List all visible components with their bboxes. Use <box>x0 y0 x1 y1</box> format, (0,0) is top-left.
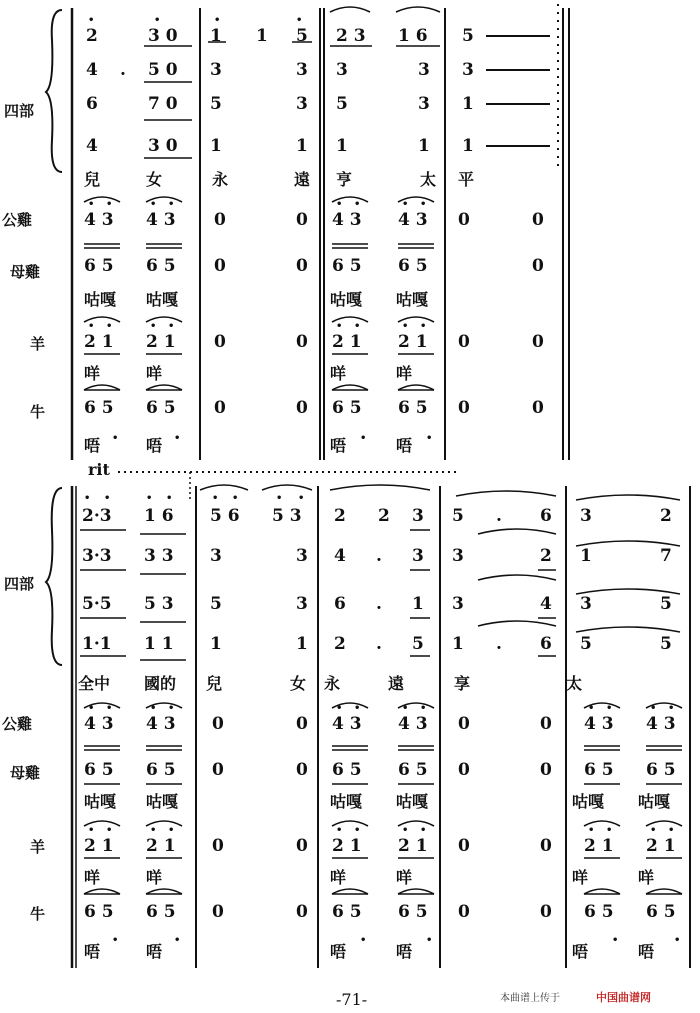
niu-note: 6 5 <box>84 902 114 922</box>
octave-dot: • <box>606 703 613 714</box>
gongji-note: 4 3 <box>146 714 176 734</box>
octave-dot: • <box>276 493 283 504</box>
voice-note: 3 <box>580 506 592 526</box>
voice-note: . <box>376 594 382 614</box>
voice-note: . <box>496 634 502 654</box>
octave-dot: • <box>606 825 613 836</box>
voice-note: 5 0 <box>148 60 178 80</box>
slur-mark <box>456 491 556 496</box>
muji-sound: 咕嘎 <box>330 290 363 309</box>
octave-dot: • <box>360 935 367 946</box>
octave-dot: • <box>354 825 361 836</box>
voice-note: 1 <box>210 26 222 46</box>
yang-note: 2 1 <box>146 332 176 352</box>
voice-note: 6 <box>540 506 552 526</box>
gongji-note: 4 3 <box>332 714 362 734</box>
voice-note: 1 1 <box>144 634 174 654</box>
octave-dot: • <box>426 433 433 444</box>
gongji-note: 4 3 <box>332 210 362 230</box>
lyric-char: 太 <box>566 674 583 693</box>
voice-note: 6 <box>540 634 552 654</box>
voice-note: 2 <box>334 506 346 526</box>
voice-note: 3 <box>296 60 308 80</box>
voice-note: 3 <box>580 594 592 614</box>
brace-sibu-1 <box>46 10 62 172</box>
yang-note: 0 <box>296 332 308 352</box>
voice-note: 1·1 <box>82 634 112 654</box>
niu-sound: 唔 <box>146 942 163 961</box>
yang-sound: 咩 <box>146 364 163 383</box>
lyric-char: 平 <box>458 170 475 189</box>
muji-note: 6 5 <box>84 760 114 780</box>
muji-sound: 咕嘎 <box>84 792 117 811</box>
muji-note: 6 5 <box>398 760 428 780</box>
voice-note: 2 <box>660 506 672 526</box>
yang-sound: 咩 <box>84 868 101 887</box>
slur-mark <box>330 7 370 12</box>
page-number: -71- <box>336 990 368 1009</box>
octave-dot: • <box>106 321 113 332</box>
gongji-note: 0 <box>540 714 552 734</box>
voice-note: 5 <box>296 26 308 46</box>
octave-dot: • <box>336 703 343 714</box>
voice-note: 2 3 <box>336 26 366 46</box>
octave-dot: • <box>166 493 173 504</box>
muji-note: 0 <box>540 760 552 780</box>
octave-dot: • <box>174 935 181 946</box>
voice-note: 3 0 <box>148 136 178 156</box>
niu-note: 0 <box>212 902 224 922</box>
niu-note: 6 5 <box>332 902 362 922</box>
voice-note: 5 <box>412 634 424 654</box>
muji-sound: 咕嘎 <box>330 792 363 811</box>
niu-note: 6 5 <box>398 398 428 418</box>
voice-note: 3 <box>452 546 464 566</box>
yang-note: 2 1 <box>332 836 362 856</box>
slur-mark <box>478 575 556 580</box>
yang-note: 2 1 <box>84 836 114 856</box>
muji-sound: 咕嘎 <box>572 792 605 811</box>
yang-note: 0 <box>214 332 226 352</box>
octave-dot: • <box>360 433 367 444</box>
octave-dot: • <box>106 199 113 210</box>
gongji-note: 0 <box>296 714 308 734</box>
yang-sound: 咩 <box>330 364 347 383</box>
yang-note: 2 1 <box>398 332 428 352</box>
voice-note: . <box>376 546 382 566</box>
gongji-note: 4 3 <box>146 210 176 230</box>
voice-note: 2 <box>540 546 552 566</box>
slur-mark <box>262 485 312 490</box>
voice-note: 1 <box>462 136 474 156</box>
voice-note: 3·3 <box>82 546 112 566</box>
niu-note: 6 5 <box>84 398 114 418</box>
octave-dot: • <box>174 433 181 444</box>
part-label-yang: 羊 <box>30 335 46 353</box>
part-label-gongji: 公雞 <box>2 715 33 733</box>
slur-mark <box>478 621 556 626</box>
yang-sound: 咩 <box>84 364 101 383</box>
lyric-char: 兒 <box>84 170 101 189</box>
voice-note: 5 <box>452 506 464 526</box>
slur-mark <box>200 485 248 490</box>
octave-dot: • <box>146 493 153 504</box>
voice-note: 6 <box>86 94 98 114</box>
niu-note: 0 <box>296 902 308 922</box>
yang-sound: 咩 <box>638 868 655 887</box>
octave-dot: • <box>420 825 427 836</box>
muji-sound: 咕嘎 <box>396 792 429 811</box>
muji-note: 0 <box>458 760 470 780</box>
gongji-note: 0 <box>458 714 470 734</box>
part-label-niu: 牛 <box>30 905 46 923</box>
yang-note: 0 <box>458 332 470 352</box>
octave-dot: • <box>336 199 343 210</box>
octave-dot: • <box>106 825 113 836</box>
octave-dot: • <box>104 493 111 504</box>
slur-mark <box>330 485 430 490</box>
octave-dot: • <box>88 703 95 714</box>
voice-note: 3 <box>452 594 464 614</box>
brace-sibu-2 <box>46 488 62 665</box>
lyric-char: 太 <box>420 170 437 189</box>
muji-note: 6 5 <box>332 760 362 780</box>
voice-note: 3 3 <box>144 546 174 566</box>
gongji-note: 0 <box>214 210 226 230</box>
niu-sound: 唔 <box>84 942 101 961</box>
voice-note: . <box>376 634 382 654</box>
voice-note: 1 <box>210 634 222 654</box>
tempo-mark: rit <box>88 460 110 479</box>
voice-note: 1 <box>210 136 222 156</box>
niu-note: 6 5 <box>146 398 176 418</box>
muji-note: 6 5 <box>146 256 176 276</box>
voice-note: 6 <box>334 594 346 614</box>
voice-note: 1 <box>452 634 464 654</box>
octave-dot: • <box>402 703 409 714</box>
voice-note: 5 <box>660 594 672 614</box>
lyric-char: 全中 <box>78 674 111 693</box>
octave-dot: • <box>168 199 175 210</box>
octave-dot: • <box>150 199 157 210</box>
lyric-char: 兒 <box>206 674 223 693</box>
octave-dot: • <box>402 825 409 836</box>
voice-note: 2 <box>378 506 390 526</box>
voice-note: 7 0 <box>148 94 178 114</box>
voice-note: 3 <box>412 506 424 526</box>
niu-note: 6 5 <box>398 902 428 922</box>
voice-note: 1 <box>336 136 348 156</box>
voice-note: 3 <box>418 94 430 114</box>
muji-note: 6 5 <box>146 760 176 780</box>
voice-note: 1 6 <box>398 26 428 46</box>
octave-dot: • <box>402 199 409 210</box>
octave-dot: • <box>168 703 175 714</box>
octave-dot: • <box>168 321 175 332</box>
octave-dot: • <box>588 825 595 836</box>
octave-dot: • <box>214 15 221 26</box>
niu-note: 6 5 <box>146 902 176 922</box>
niu-sound: 唔 <box>396 942 413 961</box>
octave-dot: • <box>588 703 595 714</box>
slur-mark <box>478 529 556 534</box>
voice-note: 5 <box>580 634 592 654</box>
octave-dot: • <box>106 703 113 714</box>
gongji-note: 0 <box>458 210 470 230</box>
octave-dot: • <box>88 825 95 836</box>
lyric-char: 遠 <box>388 674 405 693</box>
part-label-muji: 母雞 <box>10 263 41 281</box>
muji-note: 0 <box>532 256 544 276</box>
voice-note: . <box>496 506 502 526</box>
voice-note: 5 <box>336 94 348 114</box>
yang-note: 0 <box>540 836 552 856</box>
octave-dot: • <box>668 825 675 836</box>
octave-dot: • <box>88 321 95 332</box>
voice-note: 3 <box>296 594 308 614</box>
voice-note: 3 <box>418 60 430 80</box>
voice-note: 2·3 <box>82 506 112 526</box>
octave-dot: • <box>150 703 157 714</box>
part-label-sibu: 四部 <box>4 575 35 593</box>
yang-sound: 咩 <box>396 868 413 887</box>
lyric-char: 永 <box>212 170 229 189</box>
voice-note: 5 3 <box>272 506 302 526</box>
niu-note: 0 <box>532 398 544 418</box>
niu-sound: 唔 <box>330 436 347 455</box>
octave-dot: • <box>88 199 95 210</box>
octave-dot: • <box>668 703 675 714</box>
voice-note: 1 <box>412 594 424 614</box>
octave-dot: • <box>112 935 119 946</box>
voice-note: 3 <box>210 546 222 566</box>
voice-note: 5 <box>210 594 222 614</box>
voice-note: 4 <box>334 546 346 566</box>
niu-note: 0 <box>540 902 552 922</box>
muji-sound: 咕嘎 <box>146 792 179 811</box>
upload-note: 本曲谱上传于 <box>500 993 560 1004</box>
octave-dot: • <box>298 493 305 504</box>
voice-note: 1 6 <box>144 506 174 526</box>
octave-dot: • <box>650 703 657 714</box>
octave-dot: • <box>112 433 119 444</box>
voice-note: 3 <box>412 546 424 566</box>
muji-sound: 咕嘎 <box>638 792 671 811</box>
niu-sound: 唔 <box>330 942 347 961</box>
yang-note: 2 1 <box>84 332 114 352</box>
octave-dot: • <box>232 493 239 504</box>
gongji-note: 4 3 <box>398 714 428 734</box>
octave-dot: • <box>420 199 427 210</box>
site-logo: 中国曲谱网 <box>596 991 651 1004</box>
voice-note: 3 <box>462 60 474 80</box>
gongji-note: 4 3 <box>84 714 114 734</box>
slur-mark <box>576 495 680 500</box>
voice-note: 5 <box>210 94 222 114</box>
yang-note: 2 1 <box>332 332 362 352</box>
muji-note: 0 <box>212 760 224 780</box>
voice-note: 3 <box>336 60 348 80</box>
octave-dot: • <box>296 15 303 26</box>
yang-sound: 咩 <box>572 868 589 887</box>
voice-note: 1 <box>296 136 308 156</box>
muji-note: 0 <box>296 760 308 780</box>
octave-dot: • <box>88 15 95 26</box>
octave-dot: • <box>420 321 427 332</box>
voice-note: 1 <box>462 94 474 114</box>
lyric-char: 永 <box>324 674 341 693</box>
octave-dot: • <box>420 703 427 714</box>
octave-dot: • <box>426 935 433 946</box>
yang-note: 0 <box>212 836 224 856</box>
lyric-char: 享 <box>454 674 471 693</box>
muji-sound: 咕嘎 <box>396 290 429 309</box>
voice-note: 5 3 <box>144 594 174 614</box>
niu-note: 6 5 <box>646 902 676 922</box>
slur-mark <box>396 7 440 12</box>
muji-note: 0 <box>296 256 308 276</box>
octave-dot: • <box>336 321 343 332</box>
yang-note: 2 1 <box>584 836 614 856</box>
gongji-note: 4 3 <box>398 210 428 230</box>
yang-note: 2 1 <box>146 836 176 856</box>
voice-note: 5 <box>660 634 672 654</box>
voice-note: 3 0 <box>148 26 178 46</box>
voice-note: 4 <box>540 594 552 614</box>
voice-note: 1 <box>418 136 430 156</box>
muji-note: 6 5 <box>398 256 428 276</box>
voice-note: 5 6 <box>210 506 240 526</box>
niu-note: 0 <box>296 398 308 418</box>
voice-note: 1 <box>256 26 268 46</box>
lyric-char: 亨 <box>336 170 353 189</box>
voice-note: 4 <box>86 136 98 156</box>
octave-dot: • <box>354 321 361 332</box>
niu-sound: 唔 <box>396 436 413 455</box>
niu-note: 0 <box>458 902 470 922</box>
niu-note: 6 5 <box>332 398 362 418</box>
octave-dot: • <box>354 199 361 210</box>
voice-note: 5 <box>462 26 474 46</box>
voice-note: . <box>120 60 126 80</box>
niu-sound: 唔 <box>638 942 655 961</box>
octave-dot: • <box>168 825 175 836</box>
yang-sound: 咩 <box>146 868 163 887</box>
yang-sound: 咩 <box>396 364 413 383</box>
yang-note: 0 <box>296 836 308 856</box>
niu-note: 6 5 <box>584 902 614 922</box>
part-label-niu: 牛 <box>30 403 46 421</box>
yang-sound: 咩 <box>330 868 347 887</box>
niu-sound: 唔 <box>572 942 589 961</box>
lyric-char: 國的 <box>144 674 177 693</box>
voice-note: 4 <box>86 60 98 80</box>
octave-dot: • <box>150 321 157 332</box>
muji-sound: 咕嘎 <box>84 290 117 309</box>
octave-dot: • <box>402 321 409 332</box>
gongji-note: 0 <box>532 210 544 230</box>
niu-note: 0 <box>214 398 226 418</box>
voice-note: 1 <box>580 546 592 566</box>
muji-note: 6 5 <box>646 760 676 780</box>
octave-dot: • <box>674 935 681 946</box>
voice-note: 3 <box>210 60 222 80</box>
muji-note: 6 5 <box>84 256 114 276</box>
lyric-char: 女 <box>146 170 163 189</box>
gongji-note: 4 3 <box>646 714 676 734</box>
part-label-yang: 羊 <box>30 838 46 856</box>
gongji-note: 0 <box>212 714 224 734</box>
octave-dot: • <box>612 935 619 946</box>
octave-dot: • <box>84 493 91 504</box>
octave-dot: • <box>354 703 361 714</box>
voice-note: 1 <box>296 634 308 654</box>
voice-note: 7 <box>660 546 672 566</box>
part-label-muji: 母雞 <box>10 764 41 782</box>
octave-dot: • <box>150 825 157 836</box>
yang-note: 0 <box>532 332 544 352</box>
niu-sound: 唔 <box>84 436 101 455</box>
voice-note: 2 <box>86 26 98 46</box>
octave-dot: • <box>650 825 657 836</box>
niu-sound: 唔 <box>146 436 163 455</box>
gongji-note: 0 <box>296 210 308 230</box>
slur-mark <box>576 627 680 632</box>
part-label-gongji: 公雞 <box>2 211 33 229</box>
yang-note: 2 1 <box>398 836 428 856</box>
octave-dot: • <box>212 493 219 504</box>
voice-note: 3 <box>296 94 308 114</box>
muji-note: 0 <box>214 256 226 276</box>
muji-note: 6 5 <box>332 256 362 276</box>
yang-note: 2 1 <box>646 836 676 856</box>
lyric-char: 遠 <box>294 170 311 189</box>
yang-note: 0 <box>458 836 470 856</box>
gongji-note: 4 3 <box>584 714 614 734</box>
voice-note: 5·5 <box>82 594 112 614</box>
octave-dot: • <box>336 825 343 836</box>
gongji-note: 4 3 <box>84 210 114 230</box>
voice-note: 2 <box>334 634 346 654</box>
muji-note: 6 5 <box>584 760 614 780</box>
part-label-sibu: 四部 <box>4 102 35 120</box>
niu-note: 0 <box>458 398 470 418</box>
voice-note: 3 <box>296 546 308 566</box>
muji-sound: 咕嘎 <box>146 290 179 309</box>
octave-dot: • <box>154 15 161 26</box>
lyric-char: 女 <box>290 674 307 693</box>
